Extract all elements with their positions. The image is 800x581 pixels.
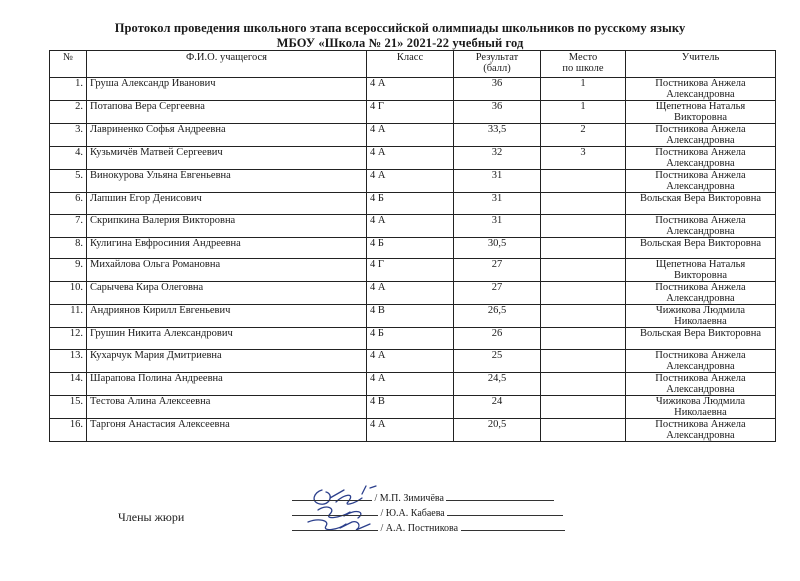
header-num: № <box>50 51 87 78</box>
table-row <box>50 372 776 395</box>
teacher-name <box>626 78 776 101</box>
student-place <box>541 305 626 328</box>
student-place <box>541 349 626 372</box>
student-name: Шарапова Полина Андреевна <box>87 372 367 395</box>
row-num: 8. <box>50 237 87 259</box>
row-num: 9. <box>50 259 87 282</box>
student-name: Кухарчук Мария Дмитриевна <box>87 349 367 372</box>
student-class: 4 А <box>367 170 454 193</box>
teacher-line1: Постникова Анжела <box>655 349 746 361</box>
row-num: 3. <box>50 124 87 147</box>
header-score <box>454 51 541 78</box>
teacher-name <box>626 147 776 170</box>
student-score: 27 <box>454 282 541 305</box>
jury-member-1: / М.П. Зимичёва <box>374 493 444 504</box>
teacher-line1: Щепетнова Наталья <box>655 259 746 270</box>
teacher-line2: Николаевна <box>674 316 727 327</box>
student-class: 4 Б <box>367 193 454 215</box>
teacher-name <box>626 124 776 147</box>
student-class: 4 В <box>367 395 454 418</box>
teacher-line1: Постникова Анжела <box>655 214 746 226</box>
student-class: 4 Б <box>367 237 454 259</box>
teacher-name <box>626 349 776 372</box>
table-row <box>50 349 776 372</box>
teacher-name <box>626 418 776 441</box>
teacher-line1: Постникова Анжела <box>655 124 746 135</box>
header-place-line1: Место <box>568 52 598 63</box>
student-class: 4 А <box>367 282 454 305</box>
table-row <box>50 214 776 237</box>
row-num: 7. <box>50 214 87 237</box>
teacher-name <box>626 282 776 305</box>
teacher-line2: Александровна <box>666 429 735 441</box>
student-class: 4 Б <box>367 328 454 350</box>
student-name: Михайлова Ольга Романовна <box>87 259 367 282</box>
student-score: 27 <box>454 259 541 282</box>
student-name: Кузьмичёв Матвей Сергеевич <box>87 147 367 170</box>
student-place <box>541 237 626 259</box>
student-score: 36 <box>454 78 541 101</box>
student-class: 4 Г <box>367 101 454 124</box>
row-num: 10. <box>50 282 87 305</box>
row-num: 16. <box>50 418 87 441</box>
document-title-line2: МБОУ «Школа № 21» 2021-22 учебный год <box>276 36 524 50</box>
signature-underline <box>292 506 378 516</box>
table-row <box>50 282 776 305</box>
student-name: Андриянов Кирилл Евгеньевич <box>87 305 367 328</box>
student-score: 24 <box>454 395 541 418</box>
signature-underline <box>292 521 378 531</box>
student-name: Таргоня Анастасия Алексеевна <box>87 418 367 441</box>
teacher-name <box>626 237 776 259</box>
student-class: 4 В <box>367 305 454 328</box>
teacher-line2: Александровна <box>666 360 735 372</box>
table-row <box>50 78 776 101</box>
table-row <box>50 305 776 328</box>
table-row <box>50 193 776 215</box>
student-class: 4 А <box>367 349 454 372</box>
row-num: 5. <box>50 170 87 193</box>
student-name: Груша Александр Иванович <box>87 78 367 101</box>
jury-signature-line-1 <box>292 491 554 504</box>
student-score: 30,5 <box>454 237 541 259</box>
table-row <box>50 237 776 259</box>
student-score: 20,5 <box>454 418 541 441</box>
teacher-line1: Вольская Вера Викторовна <box>639 237 762 249</box>
table-row <box>50 395 776 418</box>
header-score-line2: (балл) <box>483 63 511 74</box>
student-place <box>541 214 626 237</box>
teacher-line1: Постникова Анжела <box>655 147 746 158</box>
student-name: Тестова Алина Алексеевна <box>87 395 367 418</box>
header-place <box>541 51 626 78</box>
student-name: Лавриненко Софья Андреевна <box>87 124 367 147</box>
table-row <box>50 418 776 441</box>
jury-signature-line-2 <box>292 506 563 519</box>
table-header-row <box>50 51 776 78</box>
teacher-name <box>626 170 776 193</box>
student-place <box>541 372 626 395</box>
table-row <box>50 124 776 147</box>
teacher-name <box>626 259 776 282</box>
teacher-name <box>626 101 776 124</box>
jury-member-2: / Ю.А. Кабаева <box>380 508 445 519</box>
row-num: 1. <box>50 78 87 101</box>
table-row <box>50 170 776 193</box>
header-score-line1: Результат <box>475 52 519 63</box>
student-score: 33,5 <box>454 124 541 147</box>
teacher-name <box>626 395 776 418</box>
teacher-line1: Вольская Вера Викторовна <box>639 328 762 339</box>
student-place <box>541 328 626 350</box>
student-class: 4 А <box>367 124 454 147</box>
student-score: 31 <box>454 170 541 193</box>
document-title-line1: Протокол проведения школьного этапа всероссийской олимпиады школьников по русскому языку <box>114 21 686 35</box>
row-num: 13. <box>50 349 87 372</box>
student-class: 4 А <box>367 78 454 101</box>
signature-underline <box>447 506 563 516</box>
student-score: 36 <box>454 101 541 124</box>
student-class: 4 Г <box>367 259 454 282</box>
student-score: 24,5 <box>454 372 541 395</box>
student-score: 25 <box>454 349 541 372</box>
table-row <box>50 259 776 282</box>
teacher-name <box>626 193 776 215</box>
student-place: 2 <box>541 124 626 147</box>
student-class: 4 А <box>367 147 454 170</box>
header-teacher: Учитель <box>626 51 776 78</box>
header-place-line2: по школе <box>562 63 604 74</box>
teacher-name <box>626 328 776 350</box>
teacher-line2: Александровна <box>666 225 735 237</box>
header-class: Класс <box>367 51 454 78</box>
teacher-line1: Постникова Анжела <box>655 282 746 293</box>
student-name: Потапова Вера Сергеевна <box>87 101 367 124</box>
student-place <box>541 193 626 215</box>
row-num: 14. <box>50 372 87 395</box>
student-score: 32 <box>454 147 541 170</box>
teacher-line1: Постникова Анжела <box>655 78 746 89</box>
student-name: Лапшин Егор Денисович <box>87 193 367 215</box>
student-score: 26 <box>454 328 541 350</box>
teacher-line2: Викторовна <box>673 270 728 281</box>
table-row <box>50 328 776 350</box>
student-place: 1 <box>541 78 626 101</box>
student-name: Грушин Никита Александрович <box>87 328 367 350</box>
teacher-line2: Александровна <box>666 158 735 169</box>
row-num: 2. <box>50 101 87 124</box>
teacher-line1: Постникова Анжела <box>655 372 746 384</box>
header-name: Ф.И.О. учащегося <box>87 51 367 78</box>
jury-member-3: / А.А. Постникова <box>380 523 459 534</box>
student-name: Скрипкина Валерия Викторовна <box>87 214 367 237</box>
student-place <box>541 259 626 282</box>
teacher-name <box>626 372 776 395</box>
student-place <box>541 282 626 305</box>
student-place <box>541 418 626 441</box>
table-row <box>50 101 776 124</box>
student-place: 3 <box>541 147 626 170</box>
teacher-line2: Николаевна <box>674 406 727 418</box>
student-place: 1 <box>541 101 626 124</box>
teacher-line1: Постникова Анжела <box>655 170 746 181</box>
row-num: 11. <box>50 305 87 328</box>
teacher-line2: Александровна <box>666 293 735 304</box>
teacher-name <box>626 214 776 237</box>
teacher-line2: Александровна <box>666 135 735 146</box>
signature-underline <box>292 491 372 501</box>
jury-signature-line-3 <box>292 521 565 534</box>
teacher-line1: Постникова Анжела <box>655 418 746 430</box>
student-class: 4 А <box>367 418 454 441</box>
jury-label: Члены жюри <box>118 510 185 524</box>
student-name: Винокурова Ульяна Евгеньевна <box>87 170 367 193</box>
teacher-line2: Александровна <box>666 89 735 100</box>
teacher-line1: Вольская Вера Викторовна <box>639 193 762 204</box>
student-score: 26,5 <box>454 305 541 328</box>
row-num: 4. <box>50 147 87 170</box>
student-name: Кулигина Евфросиния Андреевна <box>87 237 367 259</box>
student-name: Сарычева Кира Олеговна <box>87 282 367 305</box>
row-num: 6. <box>50 193 87 215</box>
teacher-line2: Александровна <box>666 181 735 192</box>
teacher-line1: Чижикова Людмила <box>655 305 746 316</box>
student-place <box>541 395 626 418</box>
signature-underline <box>461 521 565 531</box>
teacher-line2: Александровна <box>666 383 735 395</box>
student-class: 4 А <box>367 372 454 395</box>
teacher-line2: Викторовна <box>673 112 728 123</box>
results-table <box>49 50 776 442</box>
signature-underline <box>446 491 554 501</box>
teacher-name <box>626 305 776 328</box>
row-num: 12. <box>50 328 87 350</box>
student-place <box>541 170 626 193</box>
student-class: 4 А <box>367 214 454 237</box>
table-row <box>50 147 776 170</box>
teacher-line1: Чижикова Людмила <box>655 395 746 407</box>
teacher-line1: Щепетнова Наталья <box>655 101 746 112</box>
student-score: 31 <box>454 193 541 215</box>
student-score: 31 <box>454 214 541 237</box>
row-num: 15. <box>50 395 87 418</box>
